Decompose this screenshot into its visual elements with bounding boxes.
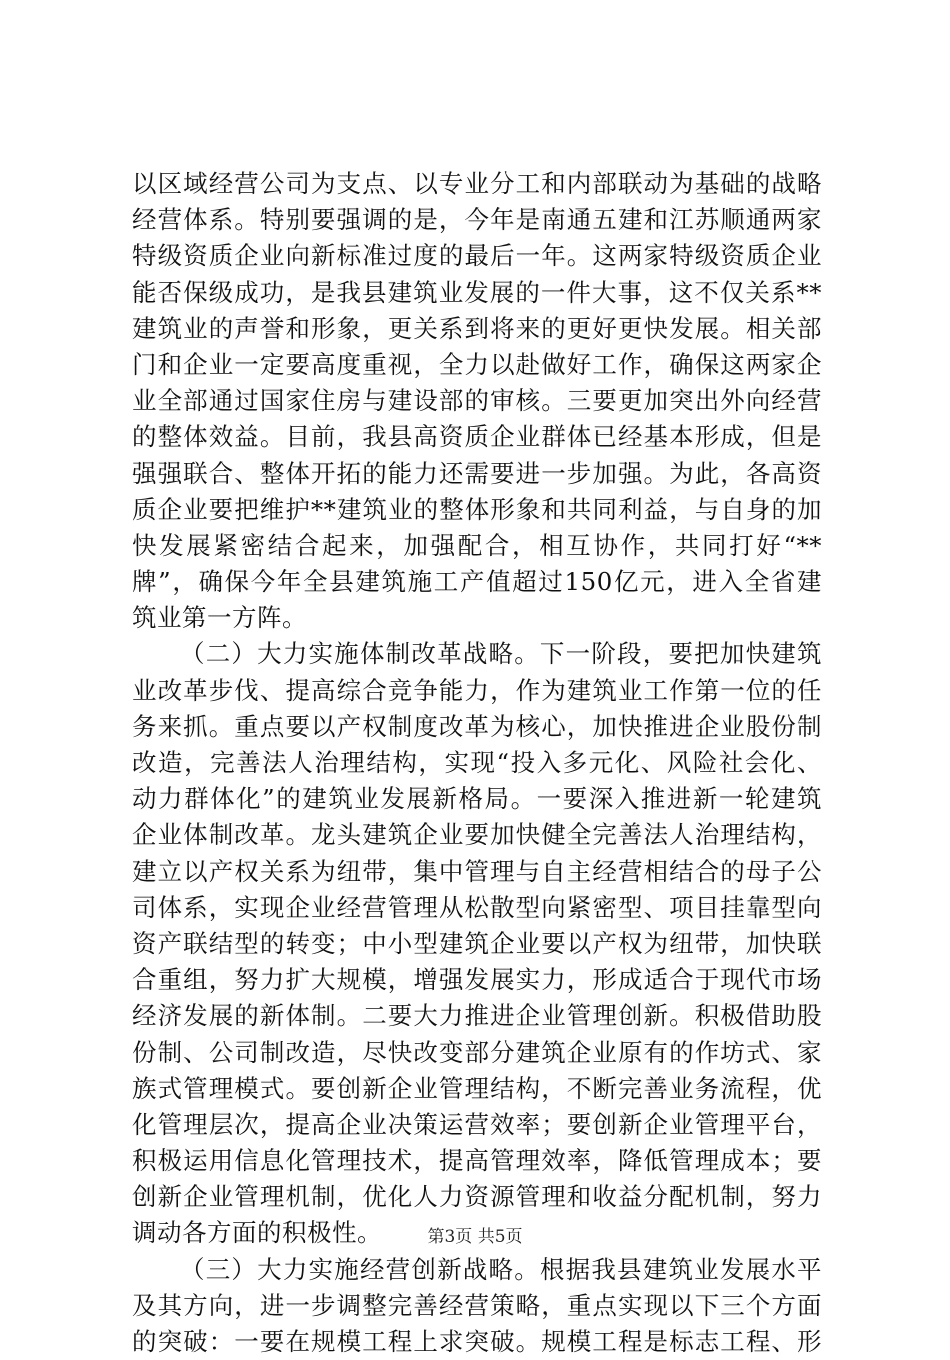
text-line: 企业体制改革。龙头建筑企业要加快健全完善法人治理结构， xyxy=(132,820,822,850)
text-line: 建立以产权关系为纽带，集中管理与自主经营相结合的母子公 xyxy=(132,856,822,886)
text-line: 的突破：一要在规模工程上求突破。规模工程是标志工程、形 xyxy=(132,1327,822,1356)
text-line: 能否保级成功，是我县建筑业发展的一件大事，这不仅关系** xyxy=(132,277,822,307)
text-line: 动力群体化”的建筑业发展新格局。一要深入推进新一轮建筑 xyxy=(132,784,822,814)
text-line: 业改革步伐、提高综合竞争能力，作为建筑业工作第一位的任 xyxy=(132,675,822,705)
text-line: 经济发展的新体制。二要大力推进企业管理创新。积极借助股 xyxy=(132,1001,822,1031)
document-body xyxy=(132,166,822,1360)
text-line: 以区域经营公司为支点、以专业分工和内部联动为基础的战略 xyxy=(132,169,822,198)
text-line: 特级资质企业向新标准过度的最后一年。这两家特级资质企业 xyxy=(132,241,822,271)
text-line: 务来抓。重点要以产权制度改革为核心，加快推进企业股份制 xyxy=(132,711,822,741)
text-line: 门和企业一定要高度重视，全力以赴做好工作，确保这两家企 xyxy=(132,349,822,379)
text-line: 资产联结型的转变；中小型建筑企业要以产权为纽带，加快联 xyxy=(132,928,822,958)
text-line: 合重组，努力扩大规模，增强发展实力，形成适合于现代市场 xyxy=(132,965,822,995)
text-line: 调动各方面的积极性。 xyxy=(132,1218,382,1248)
text-line: 创新企业管理机制，优化人力资源管理和收益分配机制，努力 xyxy=(132,1182,822,1212)
text-line: 质企业要把维护**建筑业的整体形象和共同利益，与自身的加 xyxy=(132,494,822,524)
page-number-footer: 第3页 共5页 xyxy=(427,1227,523,1247)
text-line: 强强联合、整体开拓的能力还需要进一步加强。为此，各高资 xyxy=(132,458,822,488)
text-line: 筑业第一方阵。 xyxy=(132,603,307,633)
text-line: 份制、公司制改造，尽快改变部分建筑企业原有的作坊式、家 xyxy=(132,1037,822,1067)
paragraph-heading-line: （三）大力实施经营创新战略。根据我县建筑业发展水平 xyxy=(180,1254,822,1284)
text-line: 化管理层次，提高企业决策运营效率；要创新企业管理平台， xyxy=(132,1109,822,1139)
text-line: 积极运用信息化管理技术，提高管理效率，降低管理成本；要 xyxy=(132,1146,822,1176)
text-line: 牌”，确保今年全县建筑施工产值超过150亿元，进入全省建 xyxy=(132,567,822,597)
text-line: 改造，完善法人治理结构，实现“投入多元化、风险社会化、 xyxy=(132,748,822,777)
text-line: 经营体系。特别要强调的是，今年是南通五建和江苏顺通两家 xyxy=(132,205,822,235)
text-line: 的整体效益。目前，我县高资质企业群体已经基本形成，但是 xyxy=(132,422,822,452)
text-line: 及其方向，进一步调整完善经营策略，重点实现以下三个方面 xyxy=(132,1290,822,1320)
text-line: 建筑业的声誉和形象，更关系到将来的更好更快发展。相关部 xyxy=(132,313,822,343)
text-line: 族式管理模式。要创新企业管理结构，不断完善业务流程，优 xyxy=(132,1073,822,1103)
text-line: 快发展紧密结合起来，加强配合，相互协作，共同打好“** xyxy=(132,530,822,560)
paragraph-heading-line: （二）大力实施体制改革战略。下一阶段，要把加快建筑 xyxy=(180,639,822,669)
text-line: 司体系，实现企业经营管理从松散型向紧密型、项目挂靠型向 xyxy=(132,892,822,922)
text-line: 业全部通过国家住房与建设部的审核。三要更加突出外向经营 xyxy=(132,386,822,416)
